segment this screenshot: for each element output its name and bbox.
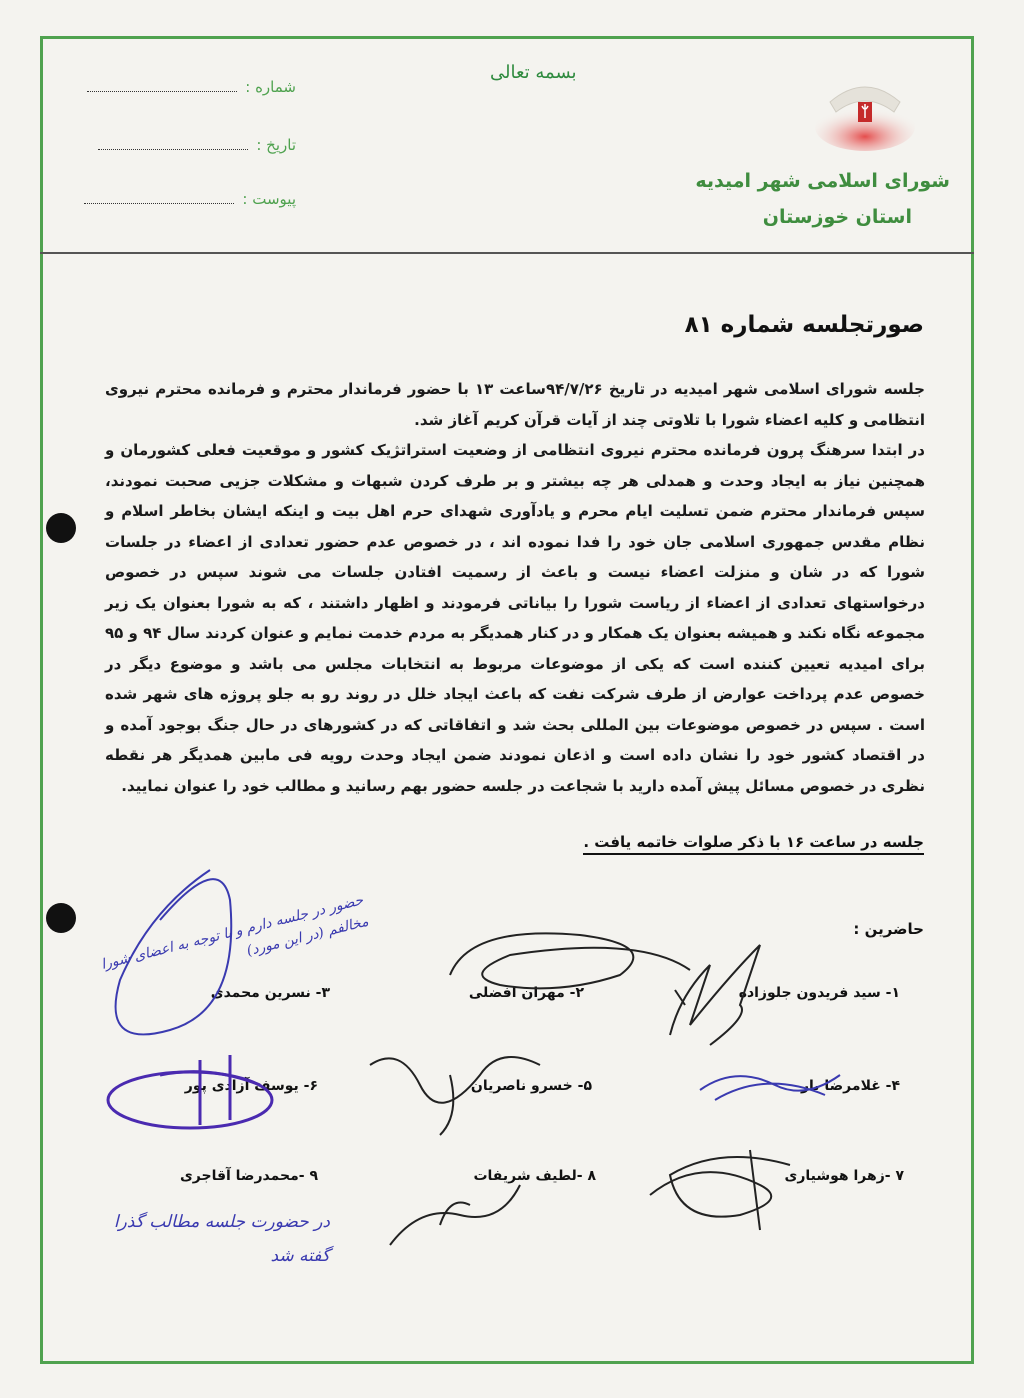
attendee-3: ۳- نسرین محمدی: [210, 985, 330, 1001]
header-divider: [40, 252, 974, 254]
date-label: تاریخ :: [256, 136, 296, 154]
attendee-4: ۴- غلامرضا یار: [800, 1078, 900, 1094]
attendee-5: ۵- خسرو ناصریان: [470, 1078, 592, 1094]
paragraph-1: جلسه شورای اسلامی شهر امیدیه در تاریخ ۹۴/۷/۲۶ساعت ۱۳ با حضور فرماندار محترم و فرمانده محترم نیروی انتظامی و کلیه اعضاء شورا با تلاوتی چند از آیات قرآن کریم آغاز شد.: [105, 380, 925, 429]
attendee-7: ۷ -زهرا هوشیاری: [784, 1168, 904, 1184]
number-blank: [87, 91, 237, 92]
attendee-2: ۲- مهران افضلی: [468, 985, 584, 1001]
attendee-1: ۱- سید فریدون جلوزاده: [738, 985, 900, 1001]
handwritten-note-1: حضور در جلسه دارم و با توجه به اعضای شورا مخالفم (در این مورد): [99, 892, 371, 974]
date-blank: [98, 149, 248, 150]
closing-line: [324, 833, 924, 851]
binder-hole-top: [46, 513, 76, 543]
number-label: شماره :: [245, 78, 296, 96]
document-title: صورتجلسه شماره ۸۱: [684, 312, 924, 338]
closing-text: جلسه در ساعت ۱۶ با ذکر صلوات خاتمه یافت .: [583, 833, 924, 855]
iran-emblem-logo: [810, 72, 920, 152]
attendee-8: ۸ -لطیف شریفات: [473, 1168, 596, 1184]
bismillah: بسمه تعالی: [490, 62, 577, 83]
number-field: [87, 78, 296, 96]
handwritten-note-2: در حضورت جلسه مطالب گذرا گفته شد: [113, 1212, 330, 1266]
date-field: [98, 136, 296, 154]
binder-hole-bottom: [46, 903, 76, 933]
attendee-9: ۹ -محمدرضا آقاجری: [179, 1168, 318, 1184]
attachment-label: پیوست :: [242, 190, 296, 208]
attachment-field: [84, 190, 296, 208]
attendee-6: ۶- یوسف آزادی پور: [184, 1078, 318, 1094]
attachment-blank: [84, 203, 234, 204]
paragraph-2: در ابتدا سرهنگ پرون فرمانده محترم نیروی انتظامی از وضعیت استراتژیک کشور و موقعیت فعلی کشورمان و همچنین نیاز به ایجاد وحدت و همدلی هر چه بیشتر و بر طرف کردن شبهات و مشکلات جزیی صحبت نمودند، سپس فرماندار محترم ضمن تسلیت ایام محرم و یادآوری شهدای حرم اهل بیت و اینکه ایشان بخاطر اسلام و نظام مقدس جمهوری اسلامی جان خود را فدا نموده اند ، در خصوص عدم حضور تعدادی از اعضاء در جلسات شورا که در شان و منزلت اعضاء نیست و باعث از رسمیت افتادن جلسات می شوند سپس در خصوص درخواستهای تعدادی از اعضاء از ریاست شورا را بیاناتی فرمودند و اظهار داشتند ، که به شورا بعنوان یک زیر مجموعه نگاه نکند و همیشه بعنوان یک همکار و در کنار همدیگر به مردم خدمت نمایم و عنوان کردند سال ۹۴ و ۹۵ برای امیدیه تعیین کننده است که یکی از موضوعات مربوط به انتخابات مجلس می باشد و موضوع دیگر در خصوص عدم پرداخت عوارض از طرف شرکت نفت که باعث ایجاد خلل در روند رو به جلو پروژه های شهر شده است . سپس در خصوص موضوعات بین المللی بحث شد و اتفاقاتی که در کشورهای در حال جنگ بوجود آمده و در اقتصاد کشور خود را نشان داده است و اذعان نمودند ضمن ایجاد وحدت رویه فی مابین همدیگر هر نقطه نظری در خصوص مسائل پیش آمده دارید با شجاعت در جلسه حضور بهم رسانید و مطالب خود را عنوان نمایید.: [105, 441, 925, 795]
attendees-label: حاضرین :: [853, 920, 924, 938]
minutes-body: [105, 374, 925, 801]
org-name: شورای اسلامی شهر امیدیه: [695, 170, 950, 192]
province-name: استان خوزستان: [762, 206, 912, 228]
